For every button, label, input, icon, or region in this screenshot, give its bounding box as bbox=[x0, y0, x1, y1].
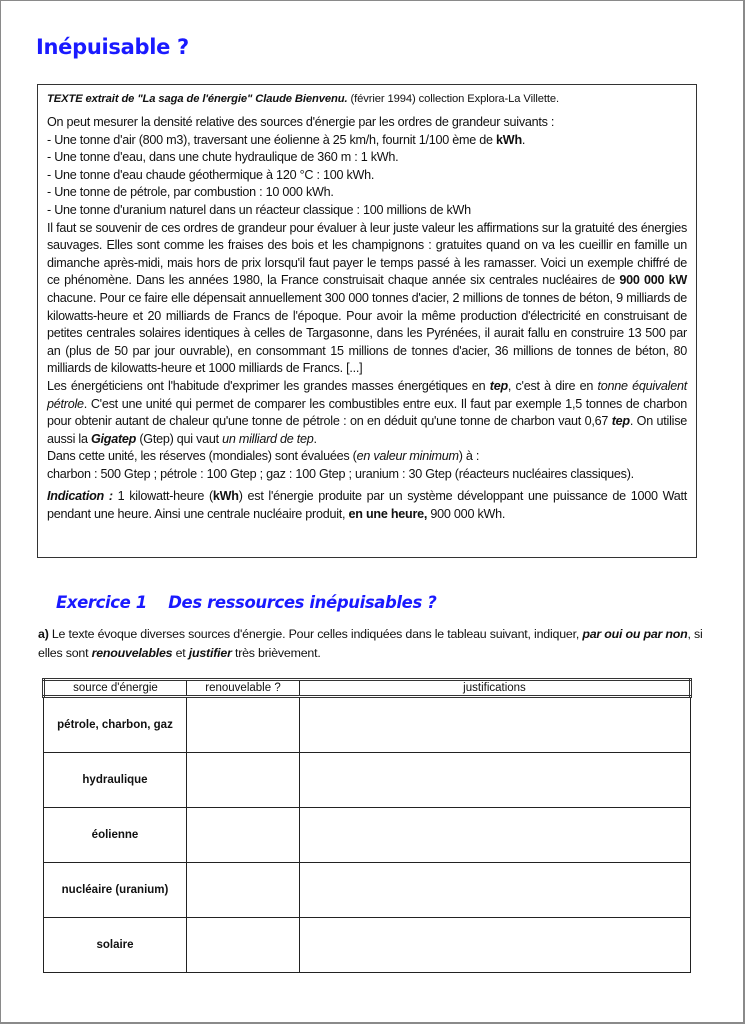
renewable-answer-cell[interactable] bbox=[187, 753, 300, 808]
energy-density-list bbox=[47, 132, 687, 220]
renewable-answer-cell[interactable] bbox=[187, 863, 300, 918]
para2-text: , c'est à dire en bbox=[507, 378, 598, 393]
tep-term: tep bbox=[489, 378, 508, 393]
kwh-term: kWh bbox=[212, 489, 239, 504]
question-emphasis: justifier bbox=[188, 646, 232, 660]
renewable-answer-cell[interactable] bbox=[187, 918, 300, 973]
energy-sources-table bbox=[42, 678, 692, 973]
table-row bbox=[44, 697, 691, 753]
table-row bbox=[44, 863, 691, 918]
para1-text-a: Il faut se souvenir de ces ordres de grandeur pour évaluer à leur juste valeur les affirmations sur la gratuité des énergies sauvages. Elles sont comme les fraises des bois et les champignons : gratuites quand on va les cueillir en famille un dimanche après-midi, mais hors de prix lorsqu'il faut payer le temps passé à les ramasser. Voici un exemple chiffré de ce phénomène. Dans les années 1980, la France construisait chaque année six centrales nucléaires de bbox=[47, 220, 687, 288]
para1-bold: 900 000 kW bbox=[619, 273, 687, 288]
question-label: a) bbox=[38, 627, 49, 641]
indication-text: 1 kilowatt-heure ( bbox=[112, 489, 213, 504]
table-row bbox=[44, 753, 691, 808]
para2-text: . On utilise aussi la bbox=[47, 414, 687, 446]
justification-answer-cell[interactable] bbox=[300, 918, 691, 973]
excerpt-paragraph-1 bbox=[47, 220, 687, 378]
indication-label: Indication : bbox=[47, 489, 113, 504]
question-text: , si elles sont bbox=[38, 627, 703, 660]
excerpt-paragraph-2 bbox=[47, 378, 687, 448]
list-item-bold: kWh bbox=[496, 132, 522, 147]
header-renewable: renouvelable ? bbox=[187, 680, 300, 697]
tep-definition: tonne équivalent pétrole bbox=[47, 378, 687, 411]
renewable-answer-cell[interactable] bbox=[187, 697, 300, 753]
para2-text: . C'est une unité qui permet de comparer les combustibles entre eux. Il faut par exemple 1,5 tonnes de charbon pour obtenir autant de chaleur qu'une tonne de pétrole : on en déduit qu'une tonne de charbon vaut 0,67 bbox=[47, 396, 687, 429]
para1-text-b: chacune. Pour ce faire elle dépensait annuellement 300 000 tonnes d'acier, 2 millions de tonnes de béton, 9 milliards de kilowatts-heure et 20 milliards de Francs de l'époque. Pour avoir la même production d'électricité en construisant de petites centrales solaires identiques à celles de Targasonne, dans les Pyrénées, il aurait fallu en construire 13 500 par an (plus de 50 par jour ouvrable), en consommant 15 millions de tonnes d'acier, 36 millions de tonnes de béton, 80 milliards de kilowatts-heure et 1000 milliards de Francs. [...] bbox=[47, 290, 687, 376]
indication-text: 900 000 kWh. bbox=[427, 507, 506, 522]
list-item: - Une tonne d'uranium naturel dans un réacteur classique : 100 millions de kWh bbox=[47, 202, 471, 217]
excerpt-source-title: TEXTE extrait de "La saga de l'énergie" Claude Bienvenu. bbox=[47, 93, 348, 105]
reserves-text: Dans cette unité, les réserves (mondiales) sont évaluées ( bbox=[47, 449, 357, 464]
table-row bbox=[44, 918, 691, 973]
list-item-after: . bbox=[521, 132, 526, 147]
indication-bold: en une heure, bbox=[348, 507, 428, 522]
justification-answer-cell[interactable] bbox=[300, 808, 691, 863]
para2-text: Les énergéticiens ont l'habitude d'exprimer les grandes masses énergétiques en bbox=[47, 378, 490, 393]
justification-answer-cell[interactable] bbox=[300, 863, 691, 918]
reserves-emphasis: en valeur minimum bbox=[356, 449, 459, 464]
reserves-text: ) à : bbox=[458, 449, 480, 464]
excerpt-source bbox=[47, 93, 687, 105]
indication-text: ) est l'énergie produite par un système développant une puissance de 1000 Watt pendant une heure. Ainsi une centrale nucléaire produit, bbox=[47, 489, 687, 522]
para2-text: (Gtep) qui vaut bbox=[136, 431, 223, 446]
exercise-title: Exercice 1 Des ressources inépuisables ? bbox=[56, 593, 437, 612]
excerpt-intro bbox=[47, 114, 687, 132]
list-item: - Une tonne d'eau, dans une chute hydraulique de 360 m : 1 kWh. bbox=[47, 150, 399, 165]
question-text: et bbox=[172, 646, 189, 660]
list-item: - Une tonne de pétrole, par combustion : 10 000 kWh. bbox=[47, 185, 334, 200]
list-item-text: - Une tonne d'air (800 m3), traversant une éolienne à 25 km/h, fournit 1/100 ème de bbox=[47, 132, 497, 147]
header-justifications: justifications bbox=[300, 680, 691, 697]
page-title: Inépuisable ? bbox=[36, 35, 189, 59]
list-item: - Une tonne d'eau chaude géothermique à 120 °C : 100 kWh. bbox=[47, 167, 375, 182]
excerpt-source-details: (février 1994) collection Explora-La Villette. bbox=[347, 93, 559, 105]
gigatep-definition: un milliard de tep bbox=[222, 431, 314, 446]
indication bbox=[47, 488, 687, 523]
table-row bbox=[44, 808, 691, 863]
exercise-question bbox=[38, 625, 718, 663]
question-text: très brièvement. bbox=[231, 646, 321, 660]
intro-text: On peut mesurer la densité relative des sources d'énergie par les ordres de grandeur suivants : bbox=[47, 115, 555, 129]
tep-term: tep bbox=[611, 414, 630, 429]
renewable-answer-cell[interactable] bbox=[187, 808, 300, 863]
source-cell: hydraulique bbox=[44, 753, 187, 808]
source-cell: solaire bbox=[44, 918, 187, 973]
justification-answer-cell[interactable] bbox=[300, 753, 691, 808]
reserves-intro bbox=[47, 448, 687, 466]
gigatep-term: Gigatep bbox=[90, 431, 137, 446]
source-cell: pétrole, charbon, gaz bbox=[44, 697, 187, 753]
justification-answer-cell[interactable] bbox=[300, 697, 691, 753]
para2-text: . bbox=[313, 431, 317, 446]
excerpt-box bbox=[37, 84, 697, 558]
source-cell: nucléaire (uranium) bbox=[44, 863, 187, 918]
list-item bbox=[47, 132, 687, 150]
reserves-list: charbon : 500 Gtep ; pétrole : 100 Gtep ; gaz : 100 Gtep ; uranium : 30 Gtep (réacteurs nucléaires classiques). bbox=[47, 466, 634, 481]
source-cell: éolienne bbox=[44, 808, 187, 863]
header-source: source d'énergie bbox=[44, 680, 187, 697]
question-emphasis: renouvelables bbox=[91, 646, 173, 660]
table-header-row bbox=[44, 680, 691, 697]
question-emphasis: par oui ou par non bbox=[582, 627, 688, 641]
question-text: Le texte évoque diverses sources d'énergie. Pour celles indiquées dans le tableau suivant, indiquer, bbox=[48, 627, 583, 641]
